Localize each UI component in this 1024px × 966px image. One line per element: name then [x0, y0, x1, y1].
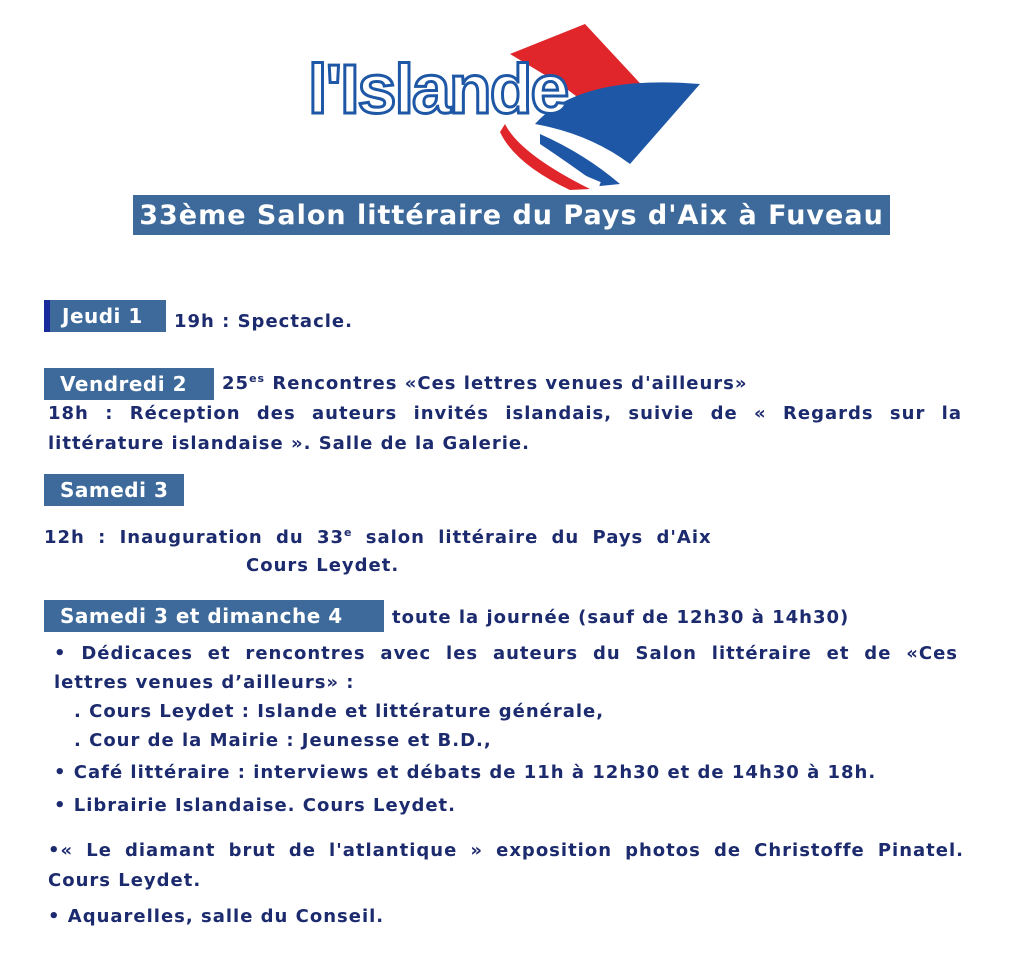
samedi-line2: Cours Leydet.	[246, 555, 400, 576]
jeudi-text: 19h : Spectacle.	[174, 311, 353, 332]
vendredi-title-text: Rencontres «Ces lettres venues d'ailleurs»	[265, 373, 748, 394]
vendredi-line1: 18h : Réception des auteurs invités islandais, suivie de « Regards sur la	[48, 403, 962, 424]
weekend-bullet4-line1: •« Le diamant brut de l'atlantique » exposition photos de Christoffe Pinatel.	[48, 840, 964, 861]
samedi-line1-b: salon littéraire du Pays d'Aix	[352, 527, 712, 548]
weekend-title: toute la journée (sauf de 12h30 à 14h30)	[392, 607, 850, 628]
weekend-sub1: . Cours Leydet : Islande et littérature générale,	[74, 701, 605, 722]
vendredi-num: 25	[222, 373, 250, 394]
samedi-line1-sup: e	[344, 526, 353, 539]
weekend-bullet5: • Aquarelles, salle du Conseil.	[48, 906, 385, 927]
day-label-weekend: Samedi 3 et dimanche 4	[44, 600, 384, 632]
page-title: 33ème Salon littéraire du Pays d'Aix à Fuveau	[133, 195, 890, 235]
vendredi-line2: littérature islandaise ». Salle de la Galerie.	[48, 433, 530, 454]
logo-text: l'Islande	[308, 50, 568, 128]
logo	[300, 14, 710, 194]
weekend-bullet3: • Librairie Islandaise. Cours Leydet.	[54, 795, 456, 816]
weekend-bullet2: • Café littéraire : interviews et débats de 11h à 12h30 et de 14h30 à 18h.	[54, 762, 877, 783]
weekend-sub2: . Cour de la Mairie : Jeunesse et B.D.,	[74, 730, 492, 751]
day-label-samedi: Samedi 3	[44, 474, 184, 506]
weekend-bullet1-line1: • Dédicaces et rencontres avec les auteurs du Salon littéraire et de «Ces	[54, 643, 958, 664]
vendredi-title	[222, 372, 747, 394]
day-label-vendredi: Vendredi 2	[44, 368, 214, 400]
samedi-line1-a: 12h : Inauguration du 33	[44, 527, 345, 548]
weekend-bullet4-line2: Cours Leydet.	[48, 870, 202, 891]
vendredi-sup: es	[249, 372, 266, 385]
weekend-bullet1-line2: lettres venues d’ailleurs» :	[54, 672, 355, 693]
samedi-line1	[44, 526, 712, 548]
day-label-jeudi: Jeudi 1	[44, 300, 166, 332]
